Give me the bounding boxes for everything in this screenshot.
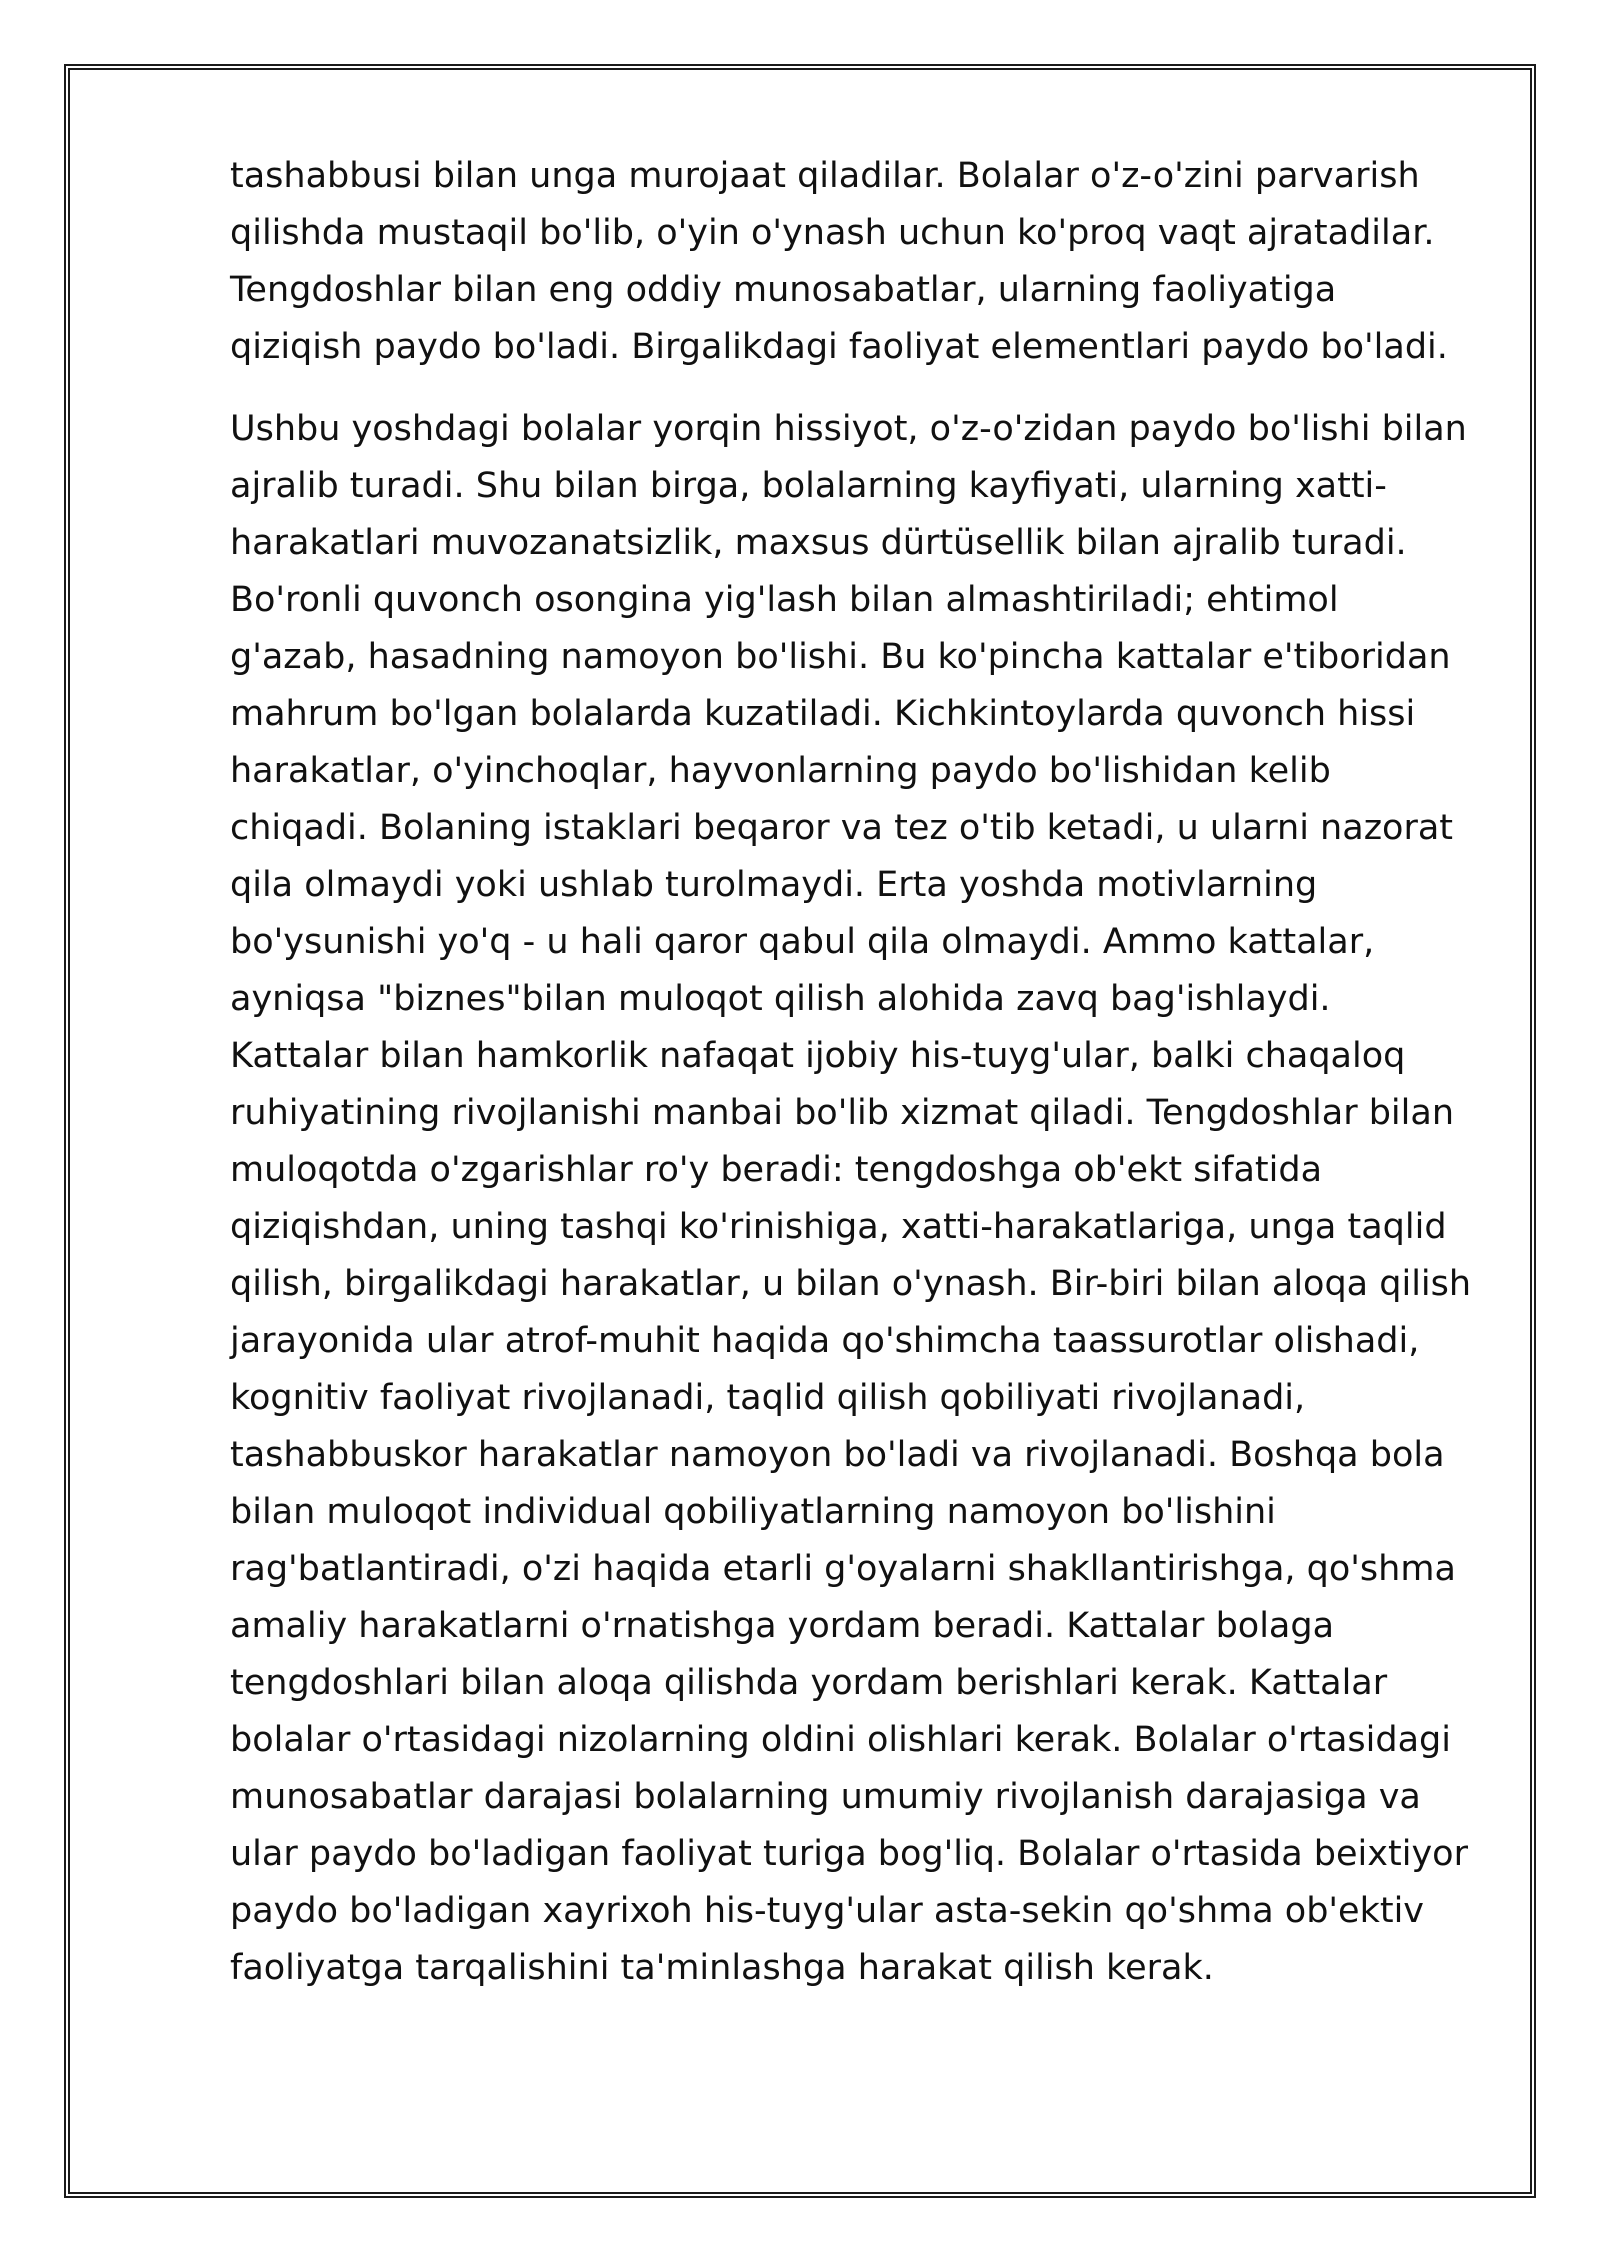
document-body	[230, 148, 1475, 2022]
paragraph-1: tashabbusi bilan unga murojaat qiladilar. Bolalar o'z-o'zini parvarish qilishda mustaqil bo'lib, o'yin o'ynash uchun ko'proq vaqt ajratadilar. Tengdoshlar bilan eng oddiy munosabatlar, ularning faoliyatiga qiziqish paydo bo'ladi. Birgalikdagi faoliyat elementlari paydo bo'ladi.	[230, 156, 1448, 367]
paragraph-2: Ushbu yoshdagi bolalar yorqin hissiyot, o'z-o'zidan paydo bo'lishi bilan ajralib turadi. Shu bilan birga, bolalarning kayfiyati, ularning xatti-harakatlari muvozanatsizlik, maxsus dürtüsellik bilan ajralib turadi. Bo'ronli quvonch osongina yig'lash bilan almashtiriladi; ehtimol g'azab, hasadning namoyon bo'lishi. Bu ko'pincha kattalar e'tiboridan mahrum bo'lgan bolalarda kuzatiladi. Kichkintoylarda quvonch hissi harakatlar, o'yinchoqlar, hayvonlarning paydo bo'lishidan kelib chiqadi. Bolaning istaklari beqaror va tez o'tib ketadi, u ularni nazorat qila olmaydi yoki ushlab turolmaydi. Erta yoshda motivlarning bo'ysunishi yo'q - u hali qaror qabul qila olmaydi. Ammo kattalar, ayniqsa "biznes"bilan muloqot qilish alohida zavq bag'ishlaydi. Kattalar bilan hamkorlik nafaqat ijobiy his-tuyg'ular, balki chaqaloq ruhiyatining rivojlanishi manbai bo'lib xizmat qiladi. Tengdoshlar bilan muloqotda o'zgarishlar ro'y beradi: tengdoshga ob'ekt sifatida qiziqishdan, uning tashqi ko'rinishiga, xatti-harakatlariga, unga taqlid qilish, birgalikdagi harakatlar, u bilan o'ynash. Bir-biri bilan aloqa qilish jarayonida ular atrof-muhit haqida qo'shimcha taassurotlar olishadi, kognitiv faoliyat rivojlanadi, taqlid qilish qobiliyati rivojlanadi, tashabbuskor harakatlar namoyon bo'ladi va rivojlanadi. Boshqa bola bilan muloqot individual qobiliyatlarning namoyon bo'lishini rag'batlantiradi, o'zi haqida etarli g'oyalarni shakllantirishga, qo'shma amaliy harakatlarni o'rnatishga yordam beradi. Kattalar bolaga tengdoshlari bilan aloqa qilishda yordam berishlari kerak. Kattalar bolalar o'rtasidagi nizolarning oldini olishlari kerak. Bolalar o'rtasidagi munosabatlar darajasi bolalarning umumiy rivojlanish darajasiga va ular paydo bo'ladigan faoliyat turiga bog'liq. Bolalar o'rtasida beixtiyor paydo bo'ladigan xayrixoh his-tuyg'ular asta-sekin qo'shma ob'ektiv faoliyatga tarqalishini ta'minlashga harakat qilish kerak.	[230, 409, 1472, 1988]
